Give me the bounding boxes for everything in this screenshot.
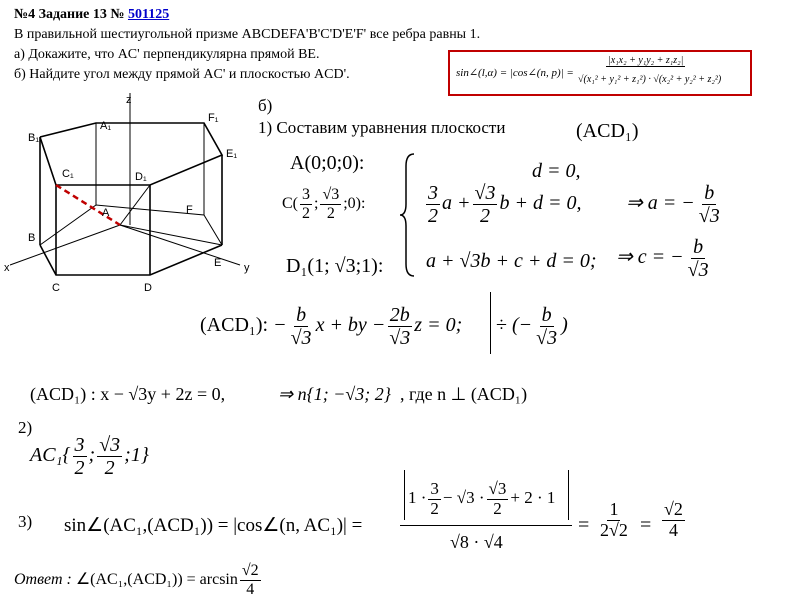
calc-numerator	[408, 480, 555, 518]
plane-eq-lead: (ACD₁):	[200, 314, 269, 337]
equals-1: =	[578, 514, 590, 536]
answer-den: 4	[246, 580, 255, 598]
pe-f2-den: √3	[389, 327, 411, 349]
divider-bar-left	[490, 292, 491, 354]
step1-text: 1) Составим уравнения плоскости	[258, 118, 506, 137]
system-row2: $\frac{3}{2}$ a + $\frac{√3}{2}$ b + d = 0,	[428, 182, 582, 227]
pe-f1-num: b	[296, 304, 307, 326]
res2-den: 4	[668, 519, 678, 540]
division-factor: ÷ (− $\frac{b}{√3}$ )	[496, 304, 568, 349]
system-row2-result	[626, 182, 724, 227]
pe-f2-num: 2b	[389, 304, 410, 326]
point-c: C( $\frac{3}{2}$ ; $\frac{√3}{2}$ ;0):	[282, 186, 366, 222]
res2-num: √2	[664, 499, 683, 519]
part-a: а) Докажите, что AC' перпендикулярна прямой BE.	[14, 47, 320, 62]
step2-label: 2)	[18, 418, 33, 437]
div-num: b	[541, 304, 552, 326]
abs-bar-left	[404, 470, 405, 520]
task-header	[14, 5, 169, 24]
point-a: A(0;0;0):	[290, 152, 365, 174]
normal-note: , где n ⊥ (ACD₁)	[400, 384, 528, 404]
label-f: F	[186, 204, 193, 216]
row3-result-text: ⇒ c = −	[616, 246, 684, 269]
part-b: б) Найдите угол между прямой AC' и плоскостью ACD'.	[14, 67, 350, 82]
c-y-den: 2	[326, 204, 335, 222]
row2-res-den: √3	[698, 205, 720, 227]
plane-final: (ACD₁) : x − √3y + 2z = 0,	[30, 384, 226, 404]
calc-fraction-line	[400, 525, 572, 526]
ac1-y-num: √3	[99, 434, 121, 456]
c-y-num: √3	[322, 186, 340, 203]
ac1-x-den: 2	[74, 457, 85, 479]
calc-f2-den: 2	[493, 498, 502, 518]
reference-formula-denominator: √(x₁² + y₁² + z₁²) · √(x₂² + y₂² + z₂²)	[578, 74, 722, 85]
label-y: y	[244, 262, 250, 274]
answer-label: Ответ :	[14, 570, 72, 588]
res1-den: 2√2	[600, 519, 628, 540]
c-x-num: 3	[302, 186, 310, 203]
label-e1: E₁	[226, 148, 238, 160]
plane-name: (ACD₁)	[576, 120, 639, 142]
point-c-tail: :	[361, 194, 366, 212]
sin-expression: sin∠(AC₁,(ACD₁)) = |cos∠(n, AC₁)| =	[64, 515, 363, 536]
plane-eq-mid: x + by −	[315, 314, 386, 337]
reference-formula-lhs: sin∠(l,α) = |cos∠(n, p)| =	[456, 67, 574, 79]
row2-f1-den: 2	[428, 205, 438, 227]
plane-eq-tail: z = 0;	[414, 314, 463, 337]
x-axis	[10, 225, 120, 265]
label-d1: D₁	[135, 171, 147, 183]
label-b: B	[28, 232, 36, 244]
calc-f1-num: 3	[430, 479, 439, 498]
label-c: C	[52, 282, 60, 294]
answer-expr: ∠(AC₁,(ACD₁)) = arcsin	[75, 570, 238, 588]
reference-formula-box	[448, 50, 752, 96]
point-c-name: C	[282, 194, 293, 212]
normal-vector: ⇒ n{1; −√3; 2}	[278, 384, 391, 404]
label-e: E	[214, 257, 222, 269]
calc-denominator: √8 · √4	[450, 532, 503, 552]
pe-f1-den: √3	[290, 327, 312, 349]
point-d1: D₁(1; √3;1):	[286, 255, 384, 277]
result-1	[596, 500, 632, 541]
task-condition: В правильной шестиугольной призме ABCDEFA'B'C'D'E'F' все ребра равны 1.	[14, 27, 481, 42]
calc-num-mid: − √3 ·	[442, 488, 485, 508]
ac1-tail: ;1}	[124, 444, 149, 467]
step3-label: 3)	[18, 512, 33, 531]
row2-tail: b + d = 0,	[499, 192, 582, 215]
div-sign: ÷	[496, 314, 507, 337]
ac1-name: AC₁	[30, 444, 63, 467]
ac1-vector: AC₁{ $\frac{3}{2}$ ; $\frac{√3}{2}$ ;1}	[30, 434, 149, 479]
row2-f1-num: 3	[428, 182, 438, 204]
calc-f1-den: 2	[430, 498, 439, 518]
system-brace	[400, 152, 416, 278]
reference-formula-numerator: |x₁x₂ + y₁y₂ + z₁z₂|	[608, 55, 684, 66]
plane-eq-with-b: (ACD₁): − $\frac{b}{√3}$ x + by − $\frac{2b}{√3}$ z = 0;	[200, 304, 463, 349]
calc-num-left: 1 ·	[408, 488, 427, 508]
part-b-label: б)	[258, 96, 273, 115]
task-word: Задание 13 №	[38, 7, 125, 22]
row3-res-num: b	[693, 236, 704, 258]
task-link[interactable]: 501125	[127, 7, 170, 22]
result-2	[660, 500, 687, 541]
calc-f2-num: √3	[488, 479, 507, 498]
label-a1: A₁	[100, 120, 112, 132]
c-x-den: 2	[302, 204, 310, 222]
system-row3: a + √3b + c + d = 0;	[426, 250, 597, 272]
equals-2: =	[640, 514, 652, 536]
res1-num: 1	[609, 499, 619, 519]
label-c1: C₁	[62, 168, 74, 180]
label-a: A	[102, 207, 110, 219]
calc-num-right: + 2 · 1	[510, 488, 556, 508]
label-f1: F₁	[208, 112, 219, 124]
label-d: D	[144, 282, 152, 294]
abs-bar-right	[568, 470, 569, 520]
task-number: №4	[14, 7, 36, 22]
row2-result-text: ⇒ a = −	[626, 192, 695, 215]
row2-f2-den: 2	[479, 205, 490, 227]
row2-res-num: b	[704, 182, 715, 204]
row3-res-den: √3	[687, 259, 709, 281]
ac1-y-den: 2	[104, 457, 115, 479]
system-row3-result	[616, 236, 713, 281]
prism-figure	[0, 85, 273, 305]
answer-line	[14, 562, 263, 598]
label-z: z	[126, 94, 132, 106]
row2-f2-num: √3	[474, 182, 496, 204]
div-den: √3	[536, 327, 558, 349]
label-b1: B₁	[28, 132, 40, 144]
label-x: x	[4, 262, 10, 274]
answer-num: √2	[241, 562, 259, 579]
ac1-x-num: 3	[74, 434, 85, 456]
ac1-diagonal	[56, 185, 120, 225]
system-row1: d = 0,	[532, 160, 581, 182]
